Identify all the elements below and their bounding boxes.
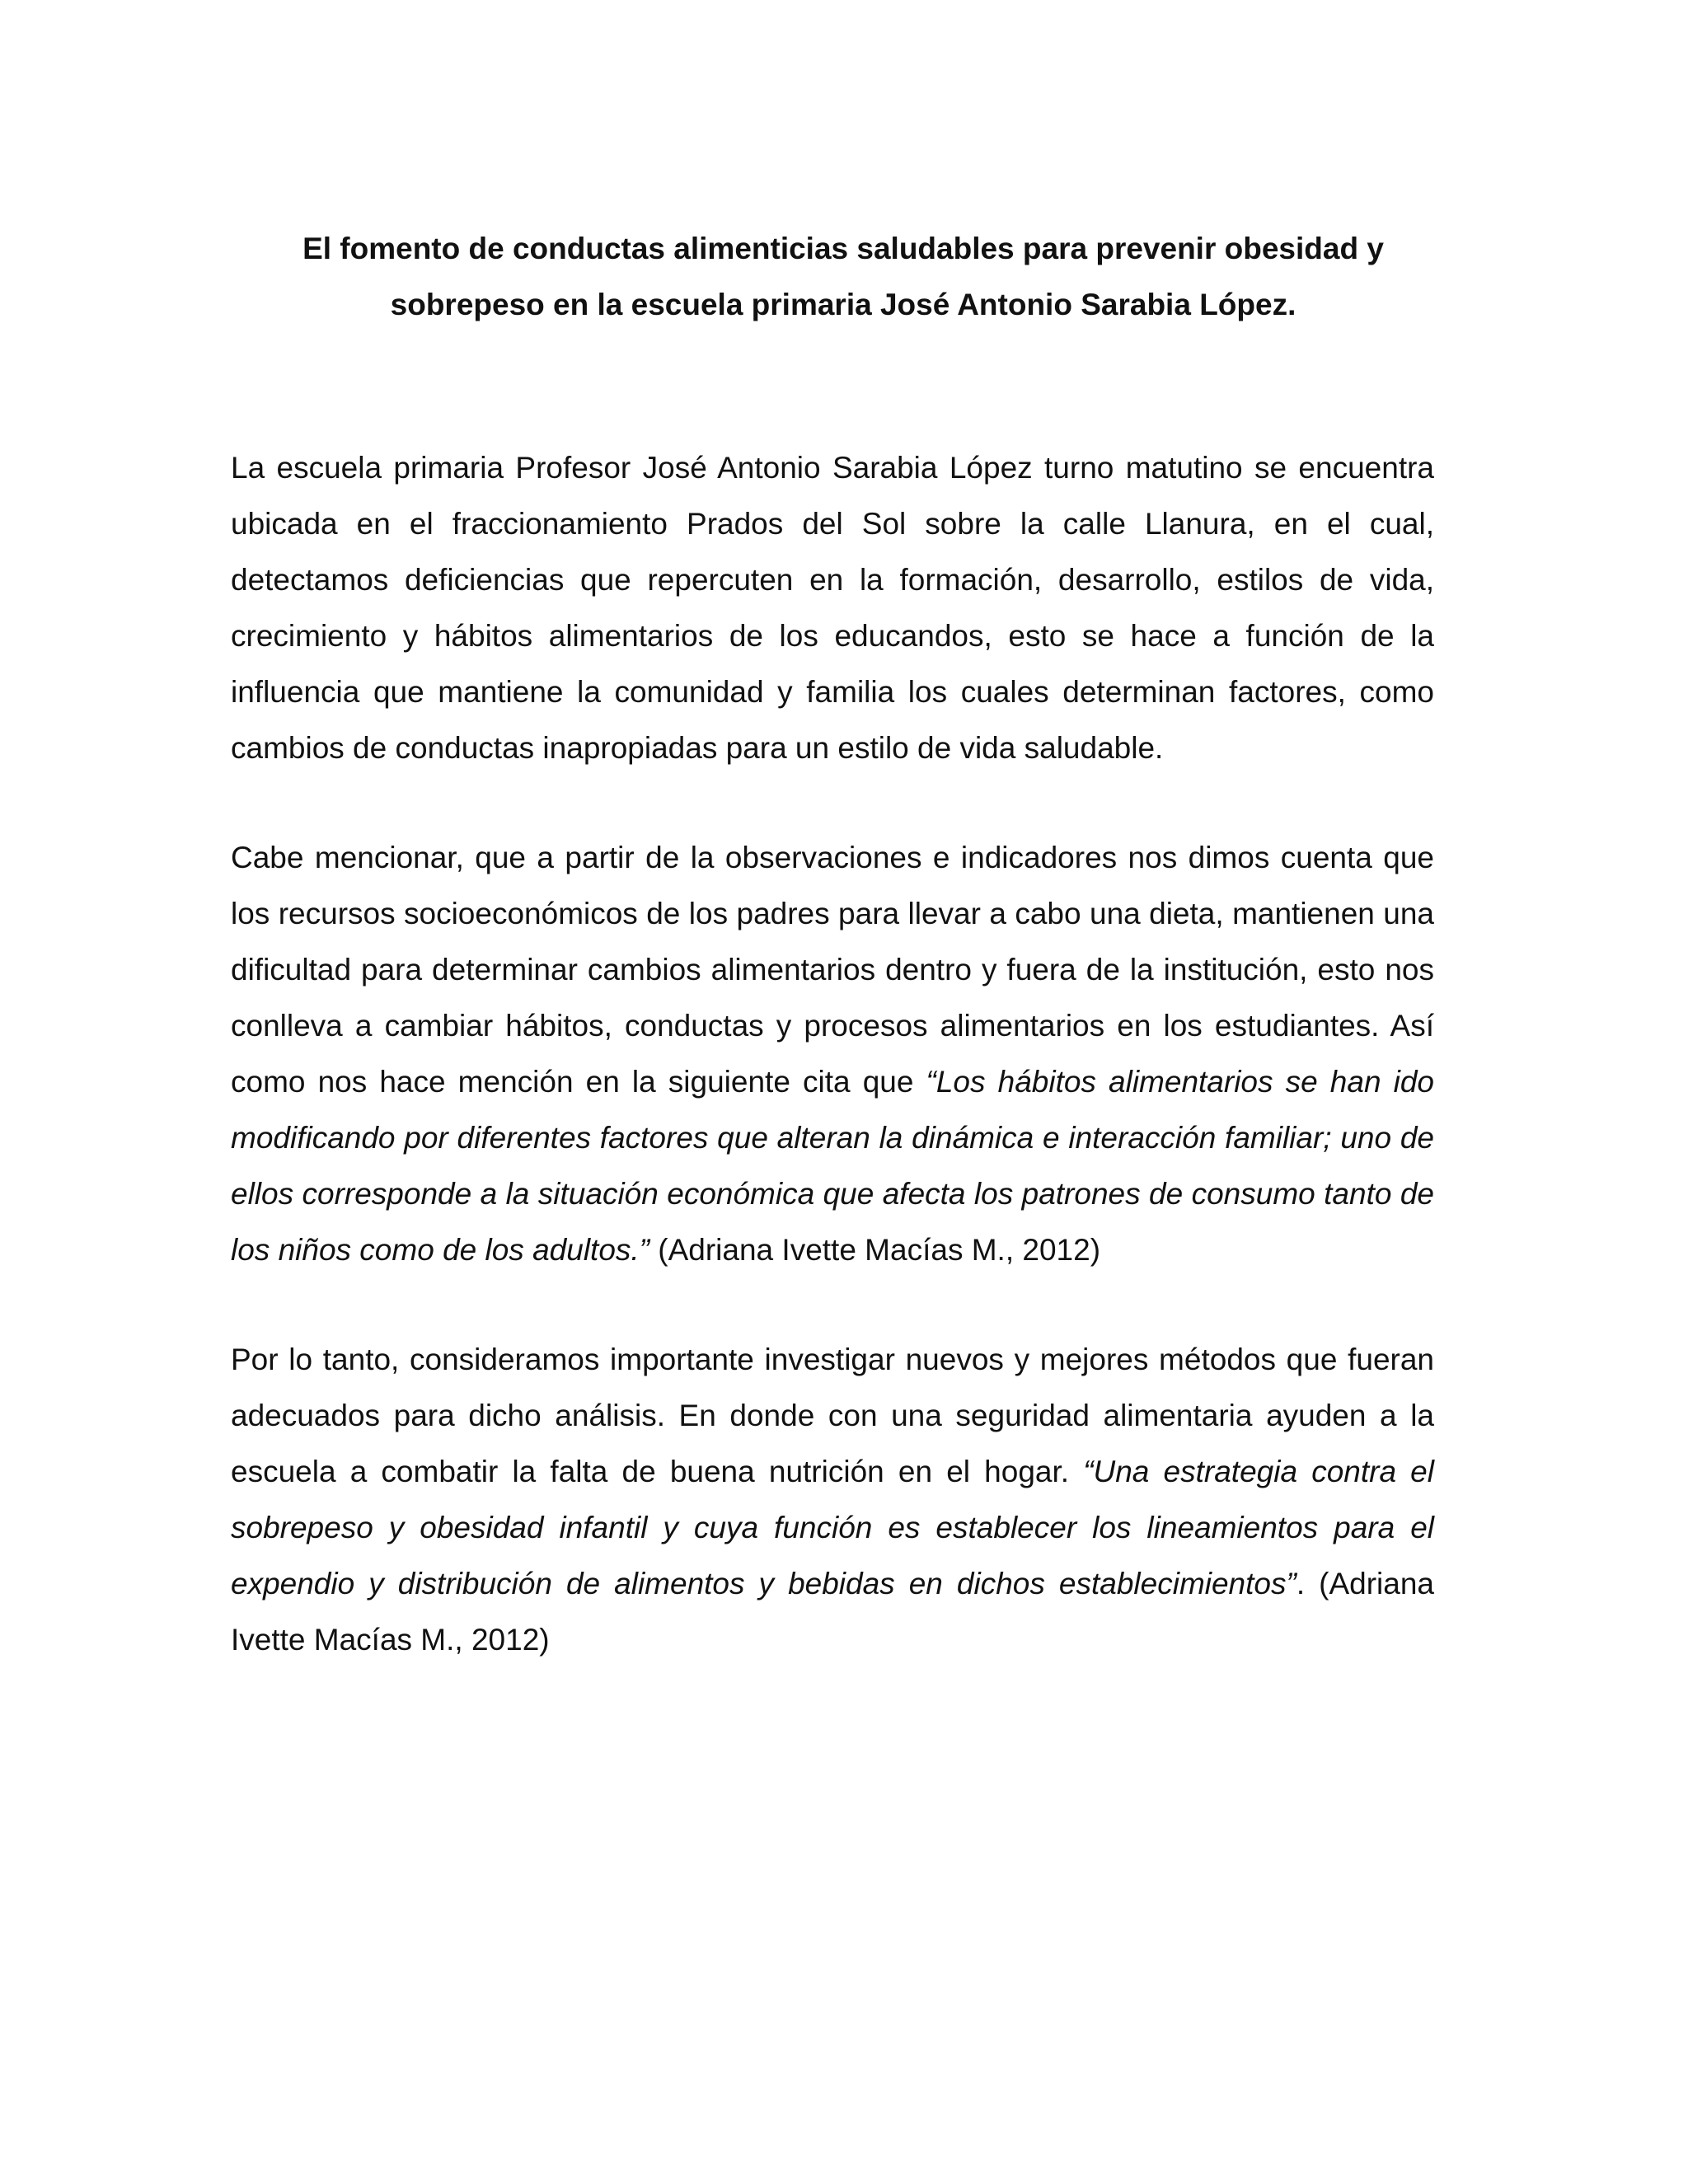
- paragraph-2-citation: (Adriana Ivette Macías M., 2012): [649, 1233, 1101, 1267]
- paragraph-1: La escuela primaria Profesor José Antonio Sarabia López turno matutino se encuentra ubicada en el fraccionamiento Prados del Sol sobre la calle Llanura, en el cual, detectamos deficiencias que repercuten en la formación, desarrollo, estilos de vida, crecimiento y hábitos alimentarios de los educandos, esto se hace a función de la influencia que mantiene la comunidad y familia los cuales determinan factores, como cambios de conductas inapropiadas para un estilo de vida saludable.: [231, 451, 1434, 765]
- paragraph-2: [231, 830, 1434, 1278]
- title-line-2: sobrepeso en la escuela primaria José Antonio Sarabia López.: [390, 288, 1296, 321]
- paragraph-3: [231, 1332, 1434, 1668]
- title-line-1: El fomento de conductas alimenticias saludables para prevenir obesidad y: [302, 232, 1384, 265]
- paragraph-3-citation: . (Adriana Ivette Macías M., 2012): [231, 1567, 1434, 1657]
- paragraph-2-quote: “Los hábitos alimentarios se han ido modificando por diferentes factores que alteran la dinámica e interacción familiar; uno de ellos corresponde a la situación económica que afecta los patrones de consumo tanto de los niños como de los adultos.”: [231, 1065, 1434, 1267]
- paragraph-3-text: Por lo tanto, consideramos importante investigar nuevos y mejores métodos que fueran adecuados para dicho análisis. En donde con una seguridad alimentaria ayuden a la escuela a combatir la falta de buena nutrición en el hogar.: [231, 1343, 1434, 1488]
- document-title: [231, 221, 1434, 333]
- paragraph-2-text: Cabe mencionar, que a partir de la observaciones e indicadores nos dimos cuenta que los recursos socioeconómicos de los padres para llevar a cabo una dieta, mantienen una dificultad para determinar cambios alimentarios dentro y fuera de la institución, esto nos conlleva a cambiar hábitos, conductas y procesos alimentarios en los estudiantes. Así como nos hace mención en la siguiente cita que: [231, 841, 1434, 1099]
- paragraph-3-quote: “Una estrategia contra el sobrepeso y obesidad infantil y cuya función es establecer los lineamientos para el expendio y distribución de alimentos y bebidas en dichos establecimientos”: [231, 1455, 1434, 1601]
